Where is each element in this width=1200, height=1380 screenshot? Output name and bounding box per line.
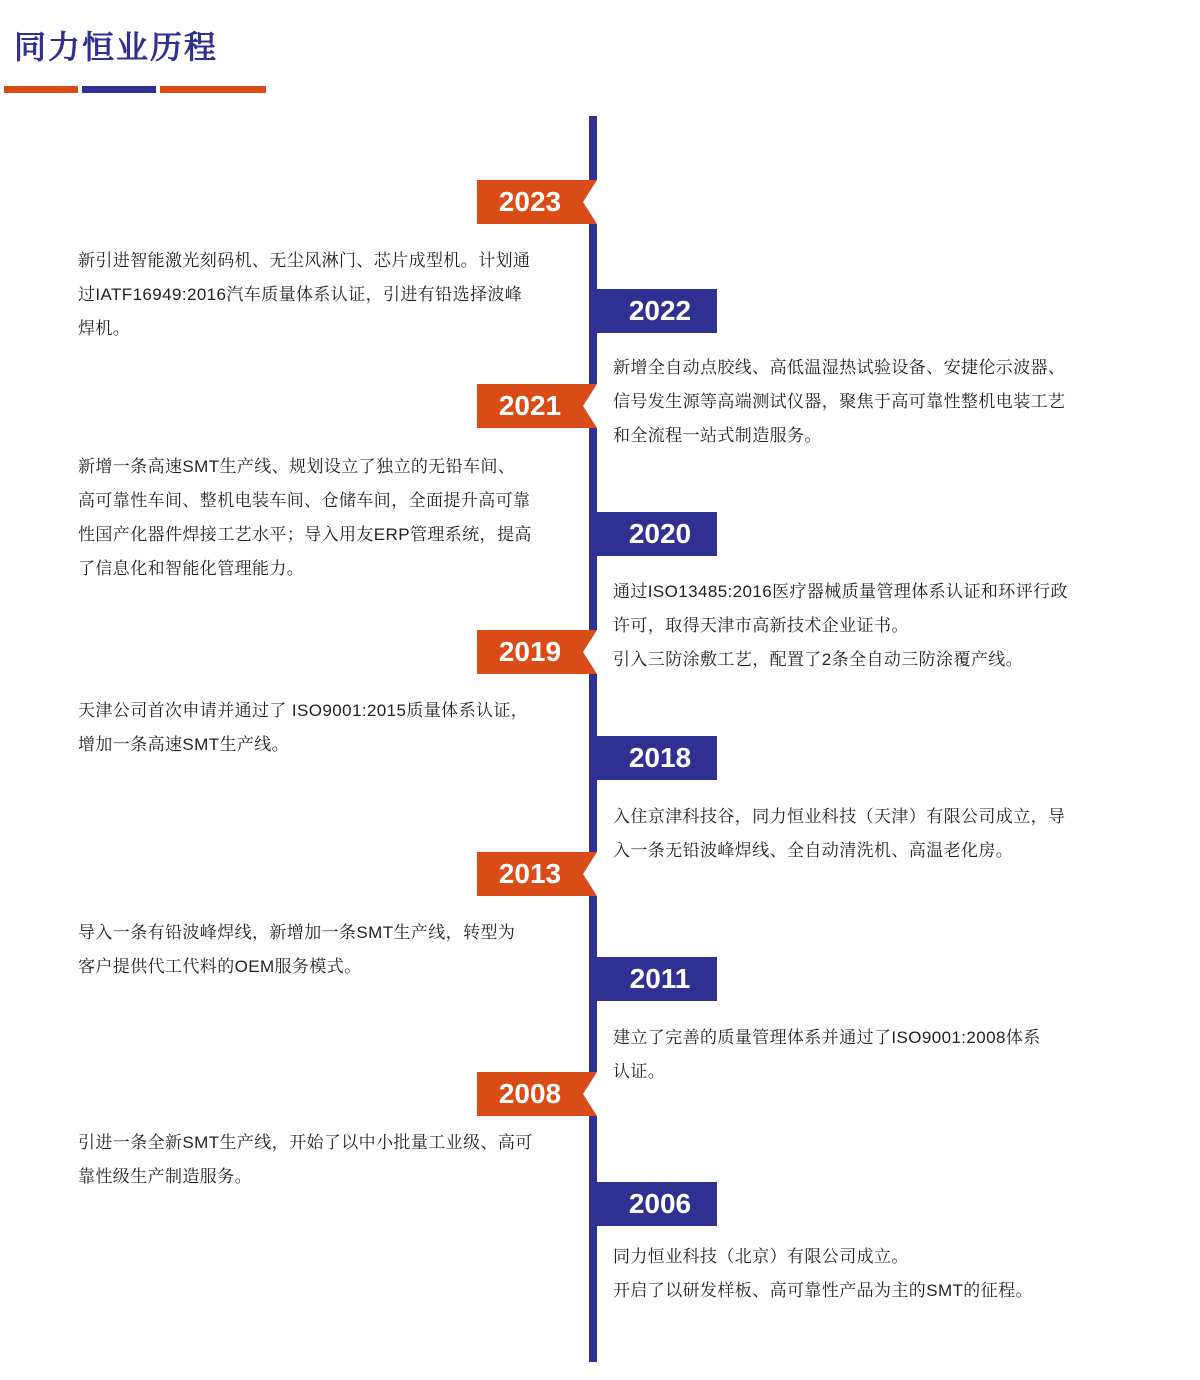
timeline-desc-2023 [78, 244, 588, 346]
timeline-spine [589, 116, 597, 1362]
timeline-desc-line: 入一条无铅波峰焊线、全自动清洗机、高温老化房。 [613, 841, 1014, 860]
timeline-desc-line: 了信息化和智能化管理能力。 [78, 559, 305, 578]
timeline-desc-line: 许可，取得天津市高新技术企业证书。 [613, 616, 909, 635]
timeline-desc-line: 新引进智能激光刻码机、无尘风淋门、芯片成型机。计划通 [78, 251, 531, 270]
timeline-year-2020: 2020 [597, 512, 717, 556]
timeline-desc-line: 性国产化器件焊接工艺水平；导入用友ERP管理系统，提高 [78, 525, 532, 544]
timeline-desc-line: 客户提供代工代料的OEM服务模式。 [78, 957, 362, 976]
title-underline-segment-2 [82, 86, 156, 93]
timeline-desc-line: 引进一条全新SMT生产线，开始了以中小批量工业级、高可 [78, 1133, 533, 1152]
timeline-desc-2020 [613, 575, 1158, 677]
timeline-desc-2021 [78, 450, 588, 586]
timeline-year-2011: 2011 [597, 957, 717, 1001]
timeline-year-2021: 2021 [477, 384, 597, 428]
timeline-desc-line: 认证。 [613, 1062, 666, 1081]
timeline-desc-line: 信号发生源等高端测试仪器，聚焦于高可靠性整机电装工艺 [613, 392, 1066, 411]
timeline-desc-line: 天津公司首次申请并通过了 ISO9001:2015质量体系认证， [78, 701, 529, 720]
timeline-year-2022: 2022 [597, 289, 717, 333]
timeline-desc-line: 过IATF16949:2016汽车质量体系认证，引进有铅选择波峰 [78, 285, 523, 304]
timeline-desc-line: 建立了完善的质量管理体系并通过了ISO9001:2008体系 [613, 1028, 1041, 1047]
timeline-desc-2019 [78, 694, 588, 762]
timeline-desc-2011 [613, 1021, 1158, 1089]
timeline-desc-line: 靠性级生产制造服务。 [78, 1167, 252, 1186]
timeline-year-2013: 2013 [477, 852, 597, 896]
timeline-year-2019: 2019 [477, 630, 597, 674]
timeline-desc-2018 [613, 800, 1158, 868]
timeline-desc-line: 和全流程一站式制造服务。 [613, 426, 822, 445]
timeline-desc-2008 [78, 1126, 588, 1194]
timeline-year-2006: 2006 [597, 1182, 717, 1226]
timeline-desc-line: 开启了以研发样板、高可靠性产品为主的SMT的征程。 [613, 1281, 1033, 1300]
timeline-desc-line: 入住京津科技谷，同力恒业科技（天津）有限公司成立，导 [613, 807, 1066, 826]
timeline-desc-2006 [613, 1240, 1158, 1308]
timeline-year-2023: 2023 [477, 180, 597, 224]
timeline-desc-line: 焊机。 [78, 319, 131, 338]
timeline-desc-line: 增加一条高速SMT生产线。 [78, 735, 290, 754]
title-underline-segment-1 [4, 86, 78, 93]
timeline-desc-line: 引入三防涂敷工艺，配置了2条全自动三防涂覆产线。 [613, 650, 1024, 669]
title-underline-segment-3 [160, 86, 266, 93]
page-title: 同力恒业历程 [14, 29, 219, 65]
timeline-desc-line: 新增一条高速SMT生产线、规划设立了独立的无铅车间、 [78, 457, 516, 476]
timeline-desc-line: 同力恒业科技（北京）有限公司成立。 [613, 1247, 909, 1266]
timeline-desc-line: 新增全自动点胶线、高低温湿热试验设备、安捷伦示波器、 [613, 358, 1066, 377]
timeline-desc-line: 通过ISO13485:2016医疗器械质量管理体系认证和环评行政 [613, 582, 1068, 601]
timeline-desc-2013 [78, 916, 588, 984]
timeline-desc-2022 [613, 351, 1158, 453]
timeline-year-2018: 2018 [597, 736, 717, 780]
timeline-year-2008: 2008 [477, 1072, 597, 1116]
timeline-desc-line: 高可靠性车间、整机电装车间、仓储车间，全面提升高可靠 [78, 491, 531, 510]
timeline-desc-line: 导入一条有铅波峰焊线，新增加一条SMT生产线，转型为 [78, 923, 516, 942]
